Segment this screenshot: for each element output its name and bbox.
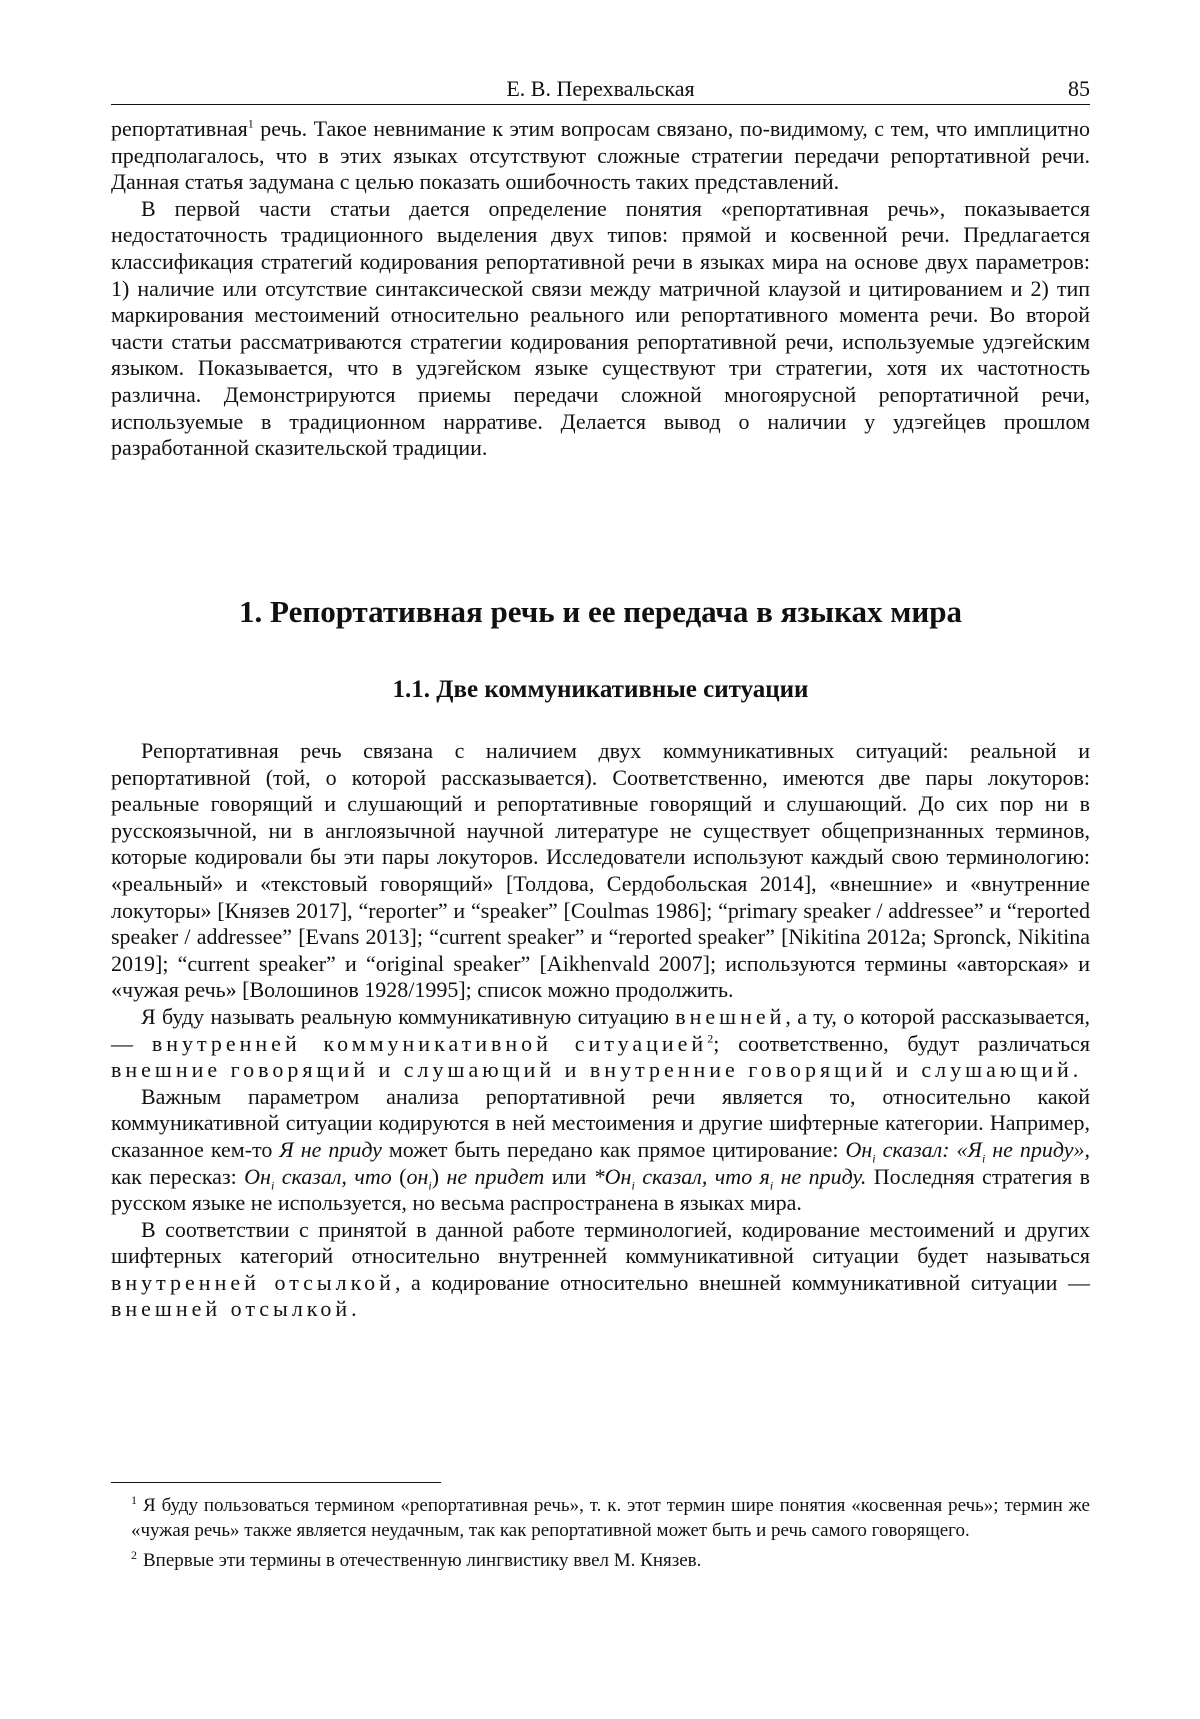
main-p4-text-b: , а кодирование относительно внешней коммуникативной ситуации — [394,1269,1090,1295]
example-3-c: он [406,1163,429,1189]
index-sub: i [769,1177,774,1192]
main-p3-text-f: или [544,1163,594,1189]
intro-p1-text-a: репортативная [111,116,248,141]
example-1: Я не приду [279,1136,382,1162]
index-sub: i [981,1151,986,1166]
main-p2-text-b: , а ту, о которой рассказывается, — [111,1003,1090,1056]
example-2-b: сказал: «Я [875,1136,982,1162]
running-head-author: Е. В. Перехвальская [506,76,695,101]
example-3-b: сказал, что [274,1163,392,1189]
term-internal-reference: внутренней отсылкой [111,1269,395,1295]
index-sub: i [872,1151,876,1166]
main-paragraph-1: Репортативная речь связана с наличием двух коммуникативных ситуаций: реальной и репортативной (той, о которой рассказывается). Соответственно, имеются две пары локуторов: реальные говорящий и слушающий и репортативные говорящий и слушающий. До сих пор ни в русскоязычной, ни в англоязычной научной литературе не существует общепризнанных терминов, которые кодировали бы эти пары локуторов. Исследователи используют каждый свою терминологию: «реальный» и «текстовый говорящий» [Толдова, Сердобольская 2014], «внешние» и «внутренние локуторы» [Князев 2017], “reporter” и “speaker” [Coulmas 1986]; “primary speaker / addressee” и “reported speaker / addressee” [Evans 2013]; “current speaker” и “reported speaker” [Nikitina 2012a; Spronck, Nikitina 2019]; “current speaker” и “original speaker” [Aikhenvald 2007]; используются термины «авторская» и «чужая речь» [Волошинов 1928/1995]; список можно продолжить. [111,738,1090,1003]
example-2-c: не приду» [985,1136,1085,1162]
main-p3-text-g: Последняя стратегия в русском языке не используется, но весьма распространена в языках мира. [111,1163,1090,1216]
intro-p1-text-b: речь. Такое невнимание к этим вопросам связано, по-видимому, с тем, что имплицитно предполагалось, что в этих языках отсутствуют сложные стратегии передачи репортативной речи. Данная статья задумана с целью показать ошибочность таких представлений. [111,116,1090,195]
main-p4-text-a: В соответствии с принятой в данной работе терминологией, кодирование местоимений и других шифтерных категорий относительно внутренней коммуникативной ситуации будет называться [111,1216,1090,1269]
main-paragraph-4 [111,1217,1090,1323]
example-3 [244,1163,392,1192]
footnote-2 [111,1548,1090,1573]
example-4-c: не приду. [773,1163,867,1189]
main-p2-text-d: . [1072,1057,1079,1083]
footnote-ref-2: 2 [707,1031,714,1046]
footnote-1-text: Я буду пользоваться термином «репортативная речь», т. к. этот термин шире понятия «косвенная речь»; термин же «чужая речь» также является неудачным, так как репортативной может быть и речь самого говорящего. [131,1495,1090,1541]
main-paragraph-3 [111,1084,1090,1217]
footnote-ref-1: 1 [247,116,254,131]
example-4-a: *Он [593,1163,632,1189]
main-p3-text-c: , как пересказ: [111,1136,1091,1189]
main-text [111,738,1090,1323]
intro-paragraph-1 [111,116,1090,196]
page-number: 85 [1068,76,1090,101]
main-p3-text-a: Важным параметром анализа репортативной речи является то, относительно какой коммуникативной ситуации кодируются в ней местоимения и другие шифтерные категории. Например, сказанное кем-то [111,1083,1090,1162]
intro-text [111,116,1090,462]
index-sub: i [631,1177,635,1192]
main-p3-text-b: может быть передано как прямое цитирование: [381,1136,846,1162]
term-external: внешней [675,1003,786,1029]
footnotes [111,1493,1090,1578]
term-speakers: внешние говорящий и слушающий и внутренние говорящий и слушающий [111,1057,1073,1083]
main-p2-text-a: Я буду называть реальную коммуникативную ситуацию [141,1003,676,1029]
footnote-2-text: Впервые эти термины в отечественную лингвистику ввел М. Князев. [143,1550,702,1571]
index-sub: i [270,1177,275,1192]
main-p3-text-e: ) [431,1163,447,1189]
intro-paragraph-2: В первой части статьи дается определение понятия «репортативная речь», показывается недостаточность традиционного выделения двух типов: прямой и косвенной речи. Предлагается классификация стратегий кодирования репортативной речи в языках мира на основе двух параметров: 1) наличие или отсутствие синтаксической связи между матричной клаузой и цитированием и 2) тип маркирования местоимений относительно реального или репортативного момента речи. Во второй части статьи рассматриваются стратегии кодирования репортативной речи, используемые удэгейским языком. Показывается, что в удэгейском языке существуют три стратегии, хотя их частотность различна. Демонстрируются приемы передачи сложной многоярусной репортатичной речи, используемые в традиционном нарративе. Делается вывод о наличии у удэгейцев прошлом разработанной сказительской традиции. [111,195,1090,461]
example-2-a: Он [845,1136,873,1162]
footnote-1-mark: 1 [131,1492,137,1507]
footnote-divider [111,1482,441,1483]
main-p3-text-d: ( [391,1163,407,1189]
example-3-pronoun [406,1163,432,1192]
example-4-b: сказал, что я [634,1163,770,1189]
section-title: 1. Репортативная речь и ее передача в языках мира [239,594,962,629]
example-3-d: не придет [446,1163,545,1189]
footnote-1 [111,1493,1090,1543]
footnote-2-mark: 2 [131,1547,137,1562]
example-2 [845,1136,1085,1166]
main-p4-text-c: . [351,1296,357,1322]
subsection-title: 1.1. Две коммуникативные ситуации [392,676,809,703]
example-4 [593,1163,867,1192]
main-p2-text-c: ; соответственно, будут различаться [713,1030,1090,1056]
term-internal-situation: внутренней коммуникативной ситуацией [151,1030,708,1056]
running-head [111,74,1090,105]
example-3-a: Он [244,1163,271,1189]
main-paragraph-2 [111,1004,1090,1084]
term-external-reference: внешней отсылкой [111,1296,352,1322]
index-sub: i [428,1177,432,1192]
